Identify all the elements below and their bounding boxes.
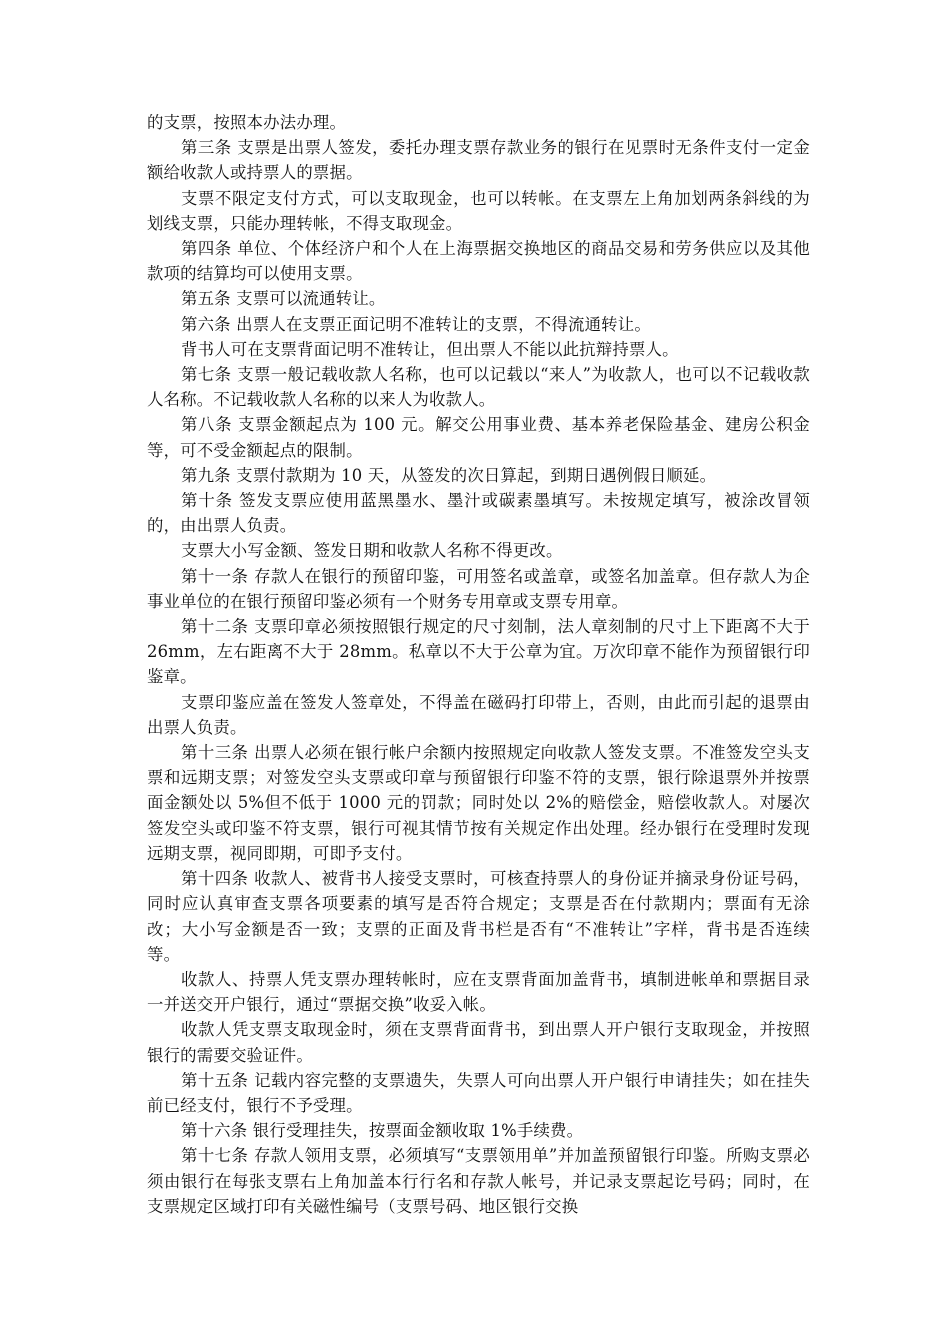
paragraph-seal-position: 支票印鉴应盖在签发人签章处，不得盖在磁码打印带上，否则，由此而引起的退票由出票人负责。 (147, 692, 810, 737)
document-body (147, 110, 810, 1219)
paragraph-article-8: 第八条 支票金额起点为 100 元。解交公用事业费、基本养老保险基金、建房公积金等，可不受金额起点的限制。 (147, 415, 810, 460)
paragraph-article-3: 第三条 支票是出票人签发，委托办理支票存款业务的银行在见票时无条件支付一定金额给收款人或持票人的票据。 (147, 138, 810, 183)
paragraph-article-17: 第十七条 存款人领用支票，必须填写“支票领用单”并加盖预留银行印鉴。所购支票必须由银行在每张支票右上角加盖本行行名和存款人帐号，并记录支票起讫号码；同时，在支票规定区域打印有关磁性编号（支票号码、地区银行交换 (147, 1146, 810, 1216)
paragraph-crossed-cheque: 支票不限定支付方式，可以支取现金，也可以转帐。在支票左上角加划两条斜线的为划线支票，只能办理转帐，不得支取现金。 (147, 188, 810, 233)
paragraph-continuation: 的支票，按照本办法办理。 (147, 113, 347, 132)
paragraph-article-15: 第十五条 记载内容完整的支票遗失，失票人可向出票人开户银行申请挂失；如在挂失前已经支付，银行不予受理。 (147, 1070, 810, 1115)
paragraph-transfer-deposit: 收款人、持票人凭支票办理转帐时，应在支票背面加盖背书，填制进帐单和票据目录一并送交开户银行，通过“票据交换”收妥入帐。 (147, 969, 810, 1015)
paragraph-article-14: 第十四条 收款人、被背书人接受支票时，可核查持票人的身份证并摘录身份证号码，同时应认真审查支票各项要素的填写是否符合规定；支票是否在付款期内；票面有无涂改；大小写金额是否一致；支票的正面及背书栏是否有“不准转让”字样，背书是否连续等。 (147, 869, 810, 964)
paragraph-endorser: 背书人可在支票背面记明不准转让，但出票人不能以此抗辩持票人。 (181, 339, 679, 359)
paragraph-article-13: 第十三条 出票人必须在银行帐户余额内按照规定向收款人签发支票。不准签发空头支票和远期支票；对签发空头支票或印章与预留银行印鉴不符的支票，银行除退票外并按票面金额处以 5%但不低于 1000 元的罚款；同时处以 2%的赔偿金，赔偿收款人。对屡次签发空头或印鉴不符支票，银行可视其情节按有关规定作出处理。经办银行在受理时发现远期支票，视同即期，可即予支付。 (147, 743, 810, 863)
paragraph-article-10: 第十条 签发支票应使用蓝黑墨水、墨汁或碳素墨填写。未按规定填写，被涂改冒领的，由出票人负责。 (147, 491, 810, 536)
paragraph-article-7: 第七条 支票一般记载收款人名称，也可以记载以“来人”为收款人，也可以不记载收款人名称。不记载收款人名称的以来人为收款人。 (147, 365, 810, 410)
paragraph-article-4: 第四条 单位、个体经济户和个人在上海票据交换地区的商品交易和劳务供应以及其他款项的结算均可以使用支票。 (147, 239, 810, 284)
paragraph-article-6: 第六条 出票人在支票正面记明不准转让的支票，不得流通转让。 (181, 314, 651, 334)
paragraph-article-12: 第十二条 支票印章必须按照银行规定的尺寸刻制，法人章刻制的尺寸上下距离不大于 26mm，左右距离不大于 28mm。私章以不大于公章为宜。万次印章不能作为预留银行印鉴章。 (147, 617, 810, 687)
paragraph-cash-withdrawal: 收款人凭支票支取现金时，须在支票背面背书，到出票人开户银行支取现金，并按照银行的需要交验证件。 (147, 1020, 810, 1065)
paragraph-article-11: 第十一条 存款人在银行的预留印鉴，可用签名或盖章，或签名加盖章。但存款人为企事业单位的在银行预留印鉴必须有一个财务专用章或支票专用章。 (147, 566, 810, 611)
paragraph-no-alteration: 支票大小写金额、签发日期和收款人名称不得更改。 (181, 541, 563, 561)
paragraph-article-16: 第十六条 银行受理挂失，按票面金额收取 1%手续费。 (181, 1121, 584, 1141)
paragraph-article-5: 第五条 支票可以流通转让。 (181, 289, 386, 309)
paragraph-article-9: 第九条 支票付款期为 10 天，从签发的次日算起，到期日遇例假日顺延。 (181, 465, 717, 485)
